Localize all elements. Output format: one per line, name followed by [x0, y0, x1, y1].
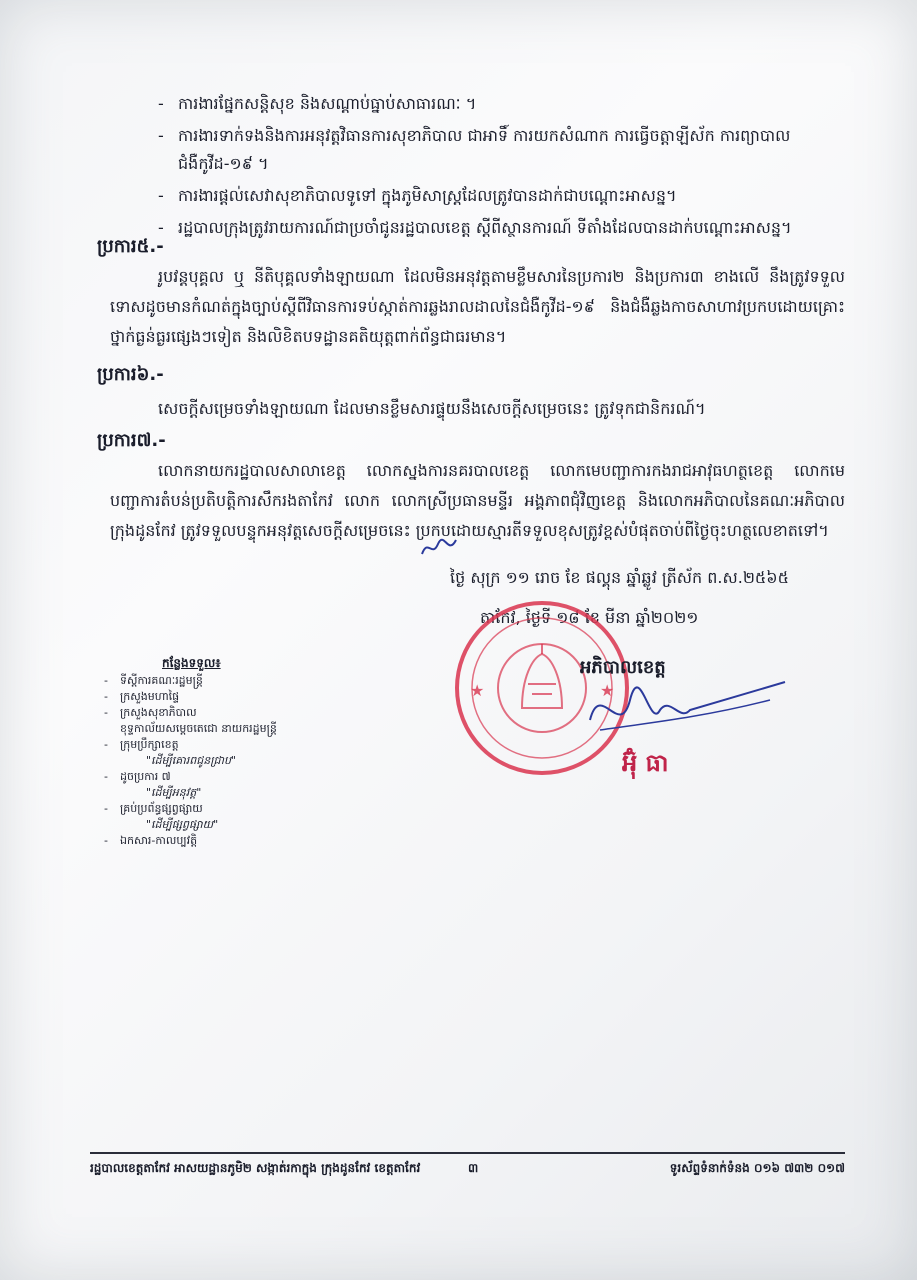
article-7-text: លោកនាយករដ្ឋបាលសាលាខេត្ត លោកស្នងការនគរបាលខេត្ត លោកមេបញ្ជាការកងរាជអាវុធហត្ថខេត្ត លោកមេបញ្ជាការតំបន់ប្រតិបត្តិការសឹករងតាកែវ លោក លោកស្រីប្រធានមន្ទីរ អង្គភាពជុំវិញខេត្ត និងលោកអភិបាលនៃគណៈអភិបាលក្រុងដូនកែវ ត្រូវទទួលបន្ទុកអនុវត្តសេចក្តីសម្រេចនេះ ប្រកបដោយស្មារតីទទួលខុសត្រូវខ្ពស់បំផុតចាប់ពីថ្ងៃចុះហត្ថលេខាតទៅ។: [110, 461, 845, 540]
footer-phone: ទូរស័ព្ទទំនាក់ទំនង ០១៦ ៧៣២ ០១៧: [669, 1161, 845, 1175]
list-item: - ការងារទាក់ទងនិងការអនុវត្តវិធានការសុខាភិបាល ជាអាទិ៍ ការយកសំណាក ការធ្វើចត្តាឡីស័ក ការព្យាបាលជំងឺកូវីដ-១៩ ។: [158, 126, 791, 173]
list-item: - ឯកសារ-កាលប្បវត្តិ: [104, 834, 198, 847]
list-item: - គ្រប់ប្រព័ន្ធផ្សព្វផ្សាយ "ដើម្បីផ្សព្វផ្សាយ": [104, 802, 219, 831]
article-6-heading: ប្រការ៦.-: [97, 364, 164, 385]
handwritten-signature: [560, 660, 790, 750]
footer-address: រដ្ឋបាលខេត្តតាកែវ អាសយដ្ឋានភូមិ២ សង្កាត់រកាក្នុង ក្រុងដូនកែវ ខេត្តតាកែវ: [90, 1161, 421, 1175]
list-item: - ការងារផ្តល់សេវាសុខាភិបាលទូទៅ ក្នុងភូមិសាស្ត្រដែលត្រូវបានដាក់ជាបណ្តោះអាសន្ន។: [158, 186, 677, 205]
signatory-name: អ៊ុំ ធា: [622, 749, 669, 777]
article-5-text: រូបវន្តបុគ្គល ឬ នីតិបុគ្គលទាំងឡាយណា ដែលមិនអនុវត្តតាមខ្លឹមសារនៃប្រការ២ និងប្រការ៣ ខាងលើ នឹងត្រូវទទួលទោសដូចមានកំណត់ក្នុងច្បាប់ស្តីពីវិធានការទប់ស្កាត់ការឆ្លងរាលដាលនៃជំងឺកូវីដ-១៩ និងជំងឺឆ្លងកាចសាហាវប្រកបដោយគ្រោះថ្នាក់ធ្ងន់ធ្ងរផ្សេងៗទៀត និងលិខិតបទដ្ឋានគតិយុត្តពាក់ព័ន្ធជាធរមាន។: [110, 267, 845, 346]
list-item: - ដូចប្រការ ៧ "ដើម្បីអនុវត្ត": [104, 770, 202, 799]
svg-text:★: ★: [600, 681, 615, 700]
list-item: - ក្រសួងមហាផ្ទៃ: [104, 690, 180, 703]
page-number: ៣: [468, 1161, 479, 1175]
list-item: - រដ្ឋបាលក្រុងត្រូវរាយការណ៍ជាប្រចាំជូនរដ្ឋបាលខេត្ត ស្តីពីស្ថានការណ៍ ទីតាំងដែលបានដាក់បណ្តោះអាសន្ន។: [158, 218, 792, 237]
recipients-block: [100, 655, 420, 849]
list-item: - ក្រុមប្រឹក្សាខេត្ត "ដើម្បីគោរពជូនជ្រាប": [104, 738, 236, 767]
solar-date: តាកែវ, ថ្ងៃទី ១៨ ខែ មីនា ឆ្នាំ២០២១: [480, 608, 699, 627]
footer-divider: [90, 1152, 845, 1154]
article-5-heading: ប្រការ៥.-: [97, 236, 164, 257]
lunar-date: ថ្ងៃ សុក្រ ១១ រោច ខែ ផល្គុន ឆ្នាំឆ្លូវ ត្រីស័ក ព.ស.២៥៦៥: [450, 568, 789, 587]
recipients-title: កន្លែងទទួល៖: [162, 656, 221, 670]
list-item: - ទីស្តីការគណៈរដ្ឋមន្ត្រី: [104, 674, 203, 687]
article-7-heading: ប្រការ៧.-: [97, 430, 166, 451]
measures-list: [158, 90, 848, 246]
initial-signature: [420, 536, 460, 560]
signatory-title: អភិបាលខេត្ត: [580, 657, 666, 678]
article-6-text: សេចក្តីសម្រេចទាំងឡាយណា ដែលមានខ្លឹមសារផ្ទុយនឹងសេចក្តីសម្រេចនេះ ត្រូវទុកជានិករណ៍។: [158, 399, 706, 418]
list-item: - ក្រសួងសុខាភិបាល ខុទ្ទកាល័យសម្តេចតេជោ នាយករដ្ឋមន្ត្រី: [104, 706, 277, 735]
list-item: - ការងារផ្នែកសន្តិសុខ និងសណ្តាប់ធ្នាប់សាធារណៈ ។: [158, 94, 477, 113]
svg-text:★: ★: [470, 681, 485, 700]
